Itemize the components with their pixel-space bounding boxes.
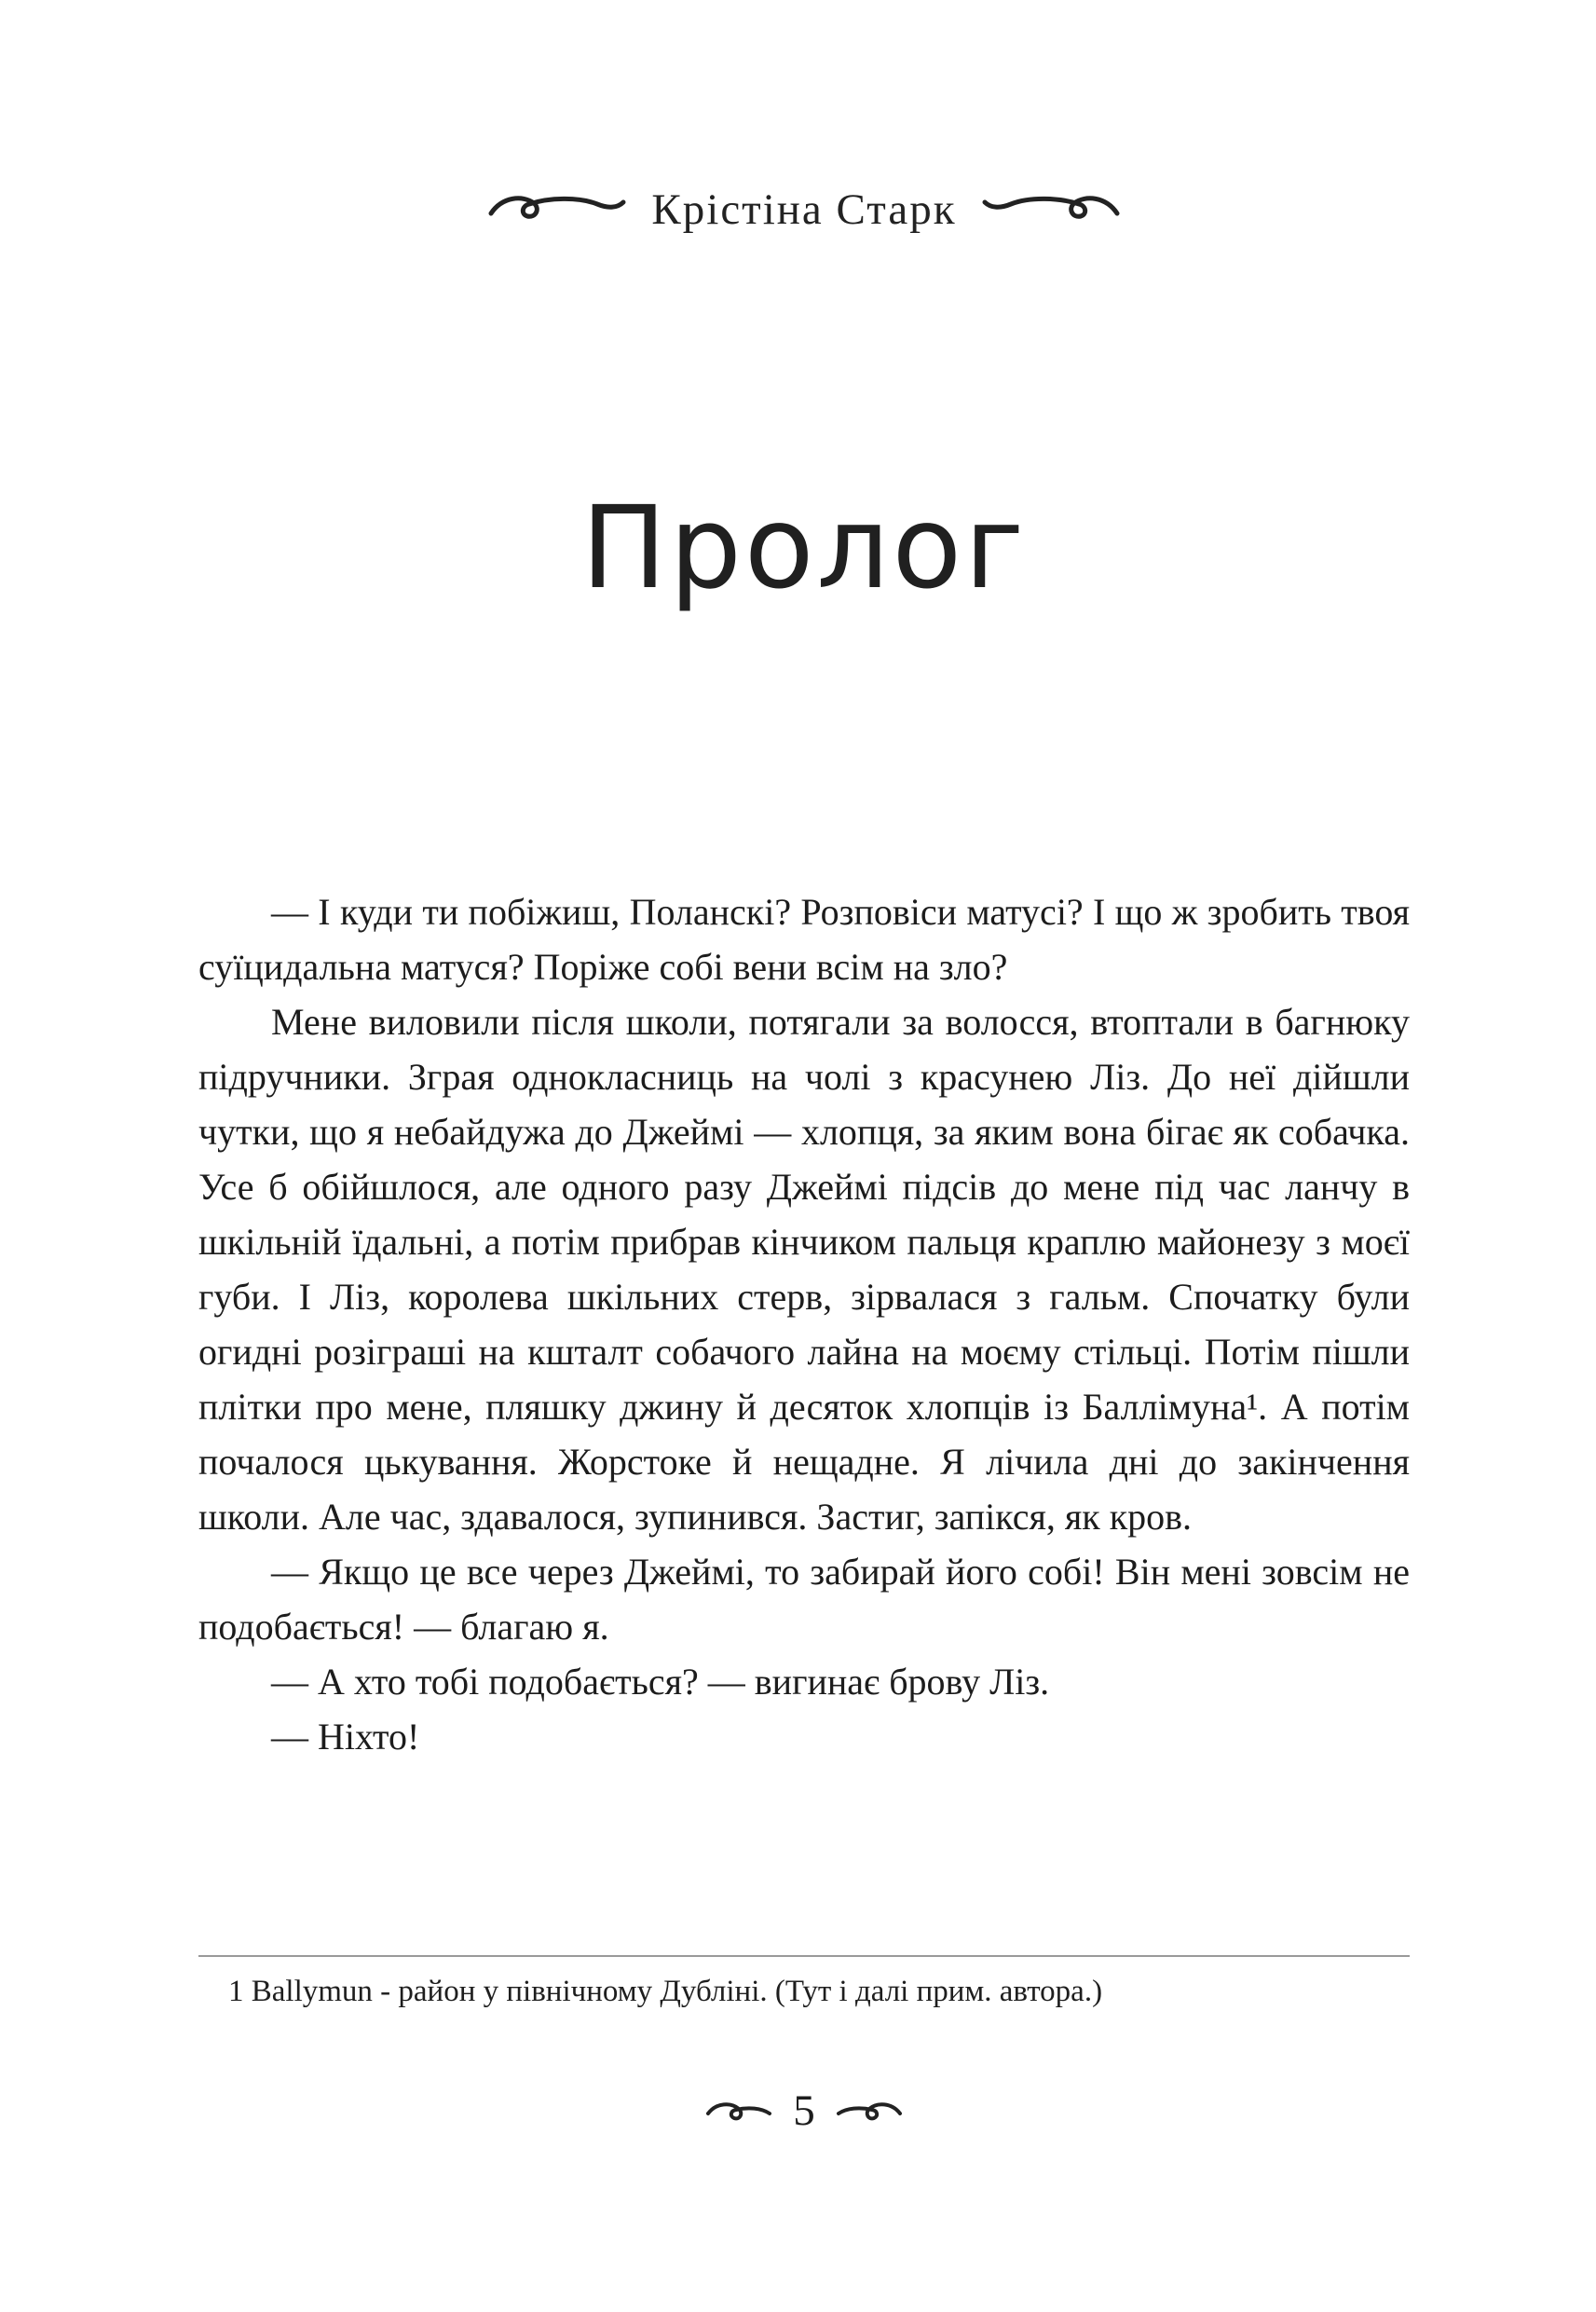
pagenum-flourish-right-icon (836, 2099, 903, 2123)
footnote-divider (198, 1955, 1410, 1957)
body-text (198, 884, 1410, 1764)
footnote-block (198, 1955, 1410, 2012)
running-head (198, 185, 1410, 235)
header-flourish-left-icon (487, 189, 627, 230)
header-flourish-right-icon (981, 189, 1121, 230)
body-paragraph: — А хто тобі подобається? — вигинає брову Ліз. (271, 1661, 1050, 1703)
pagenum-flourish-left-icon (705, 2099, 772, 2123)
footnote-text: 1 Ballymun - район у північному Дубліні. (Тут і далі прим. автора.) (228, 1975, 1103, 2008)
page-number: 5 (793, 2086, 815, 2135)
body-paragraph: — І куди ти побіжиш, Поланскі? Розповіси матусі? І що ж зробить твоя суїцидальна матуся? Поріже собі вени всім на зло? (198, 891, 1410, 988)
body-paragraph: — Ніхто! (271, 1716, 420, 1758)
author-name: Крістіна Старк (651, 185, 957, 234)
page-number-row (198, 2086, 1410, 2136)
chapter-title: Пролог (580, 482, 1028, 614)
body-paragraph: — Якщо це все через Джеймі, то забирай його собі! Він мені зовсім не подобається! — благаю я. (198, 1551, 1410, 1648)
body-paragraph: Мене виловили після школи, потягали за волосся, втоптали в багнюку підручники. Зграя однокласниць на чолі з красунею Ліз. До неї дійшли чутки, що я небайдужа до Джеймі — хлопця, за яким вона бігає як собачка. Усе б обійшлося, але одного разу Джеймі підсів до мене під час ланчу в шкільній їдальні, а потім прибрав кінчиком пальця краплю майонезу з моєї губи. І Ліз, королева шкільних стерв, зірвалася з гальм. Спочатку були огидні розіграші на кшталт собачого лайна на моєму стільці. Потім пішли плітки про мене, пляшку джину й десяток хлопців із Баллімуна¹. А потім почалося цькування. Жорстоке й нещадне. Я лічила дні до закінчення школи. Але час, здавалося, зупинився. Застиг, запікся, як кров. (198, 1001, 1410, 1538)
text-block (198, 0, 1410, 2312)
